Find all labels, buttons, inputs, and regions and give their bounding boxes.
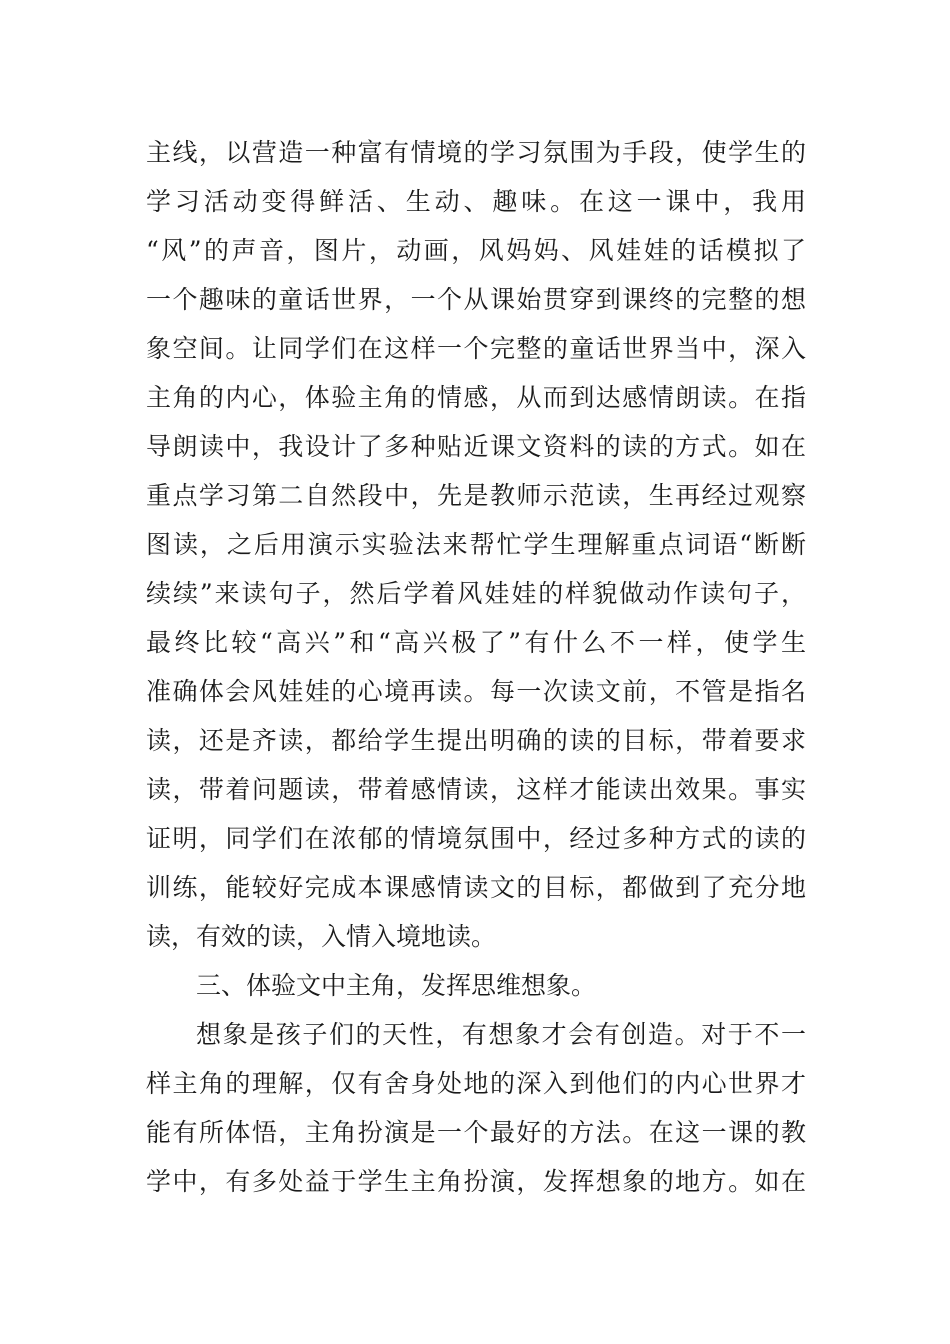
text-line: 图读，之后用演示实验法来帮忙学生理解重点词语“断断 — [146, 530, 806, 559]
text-line: 重点学习第二自然段中，先是教师示范读，生再经过观察 — [146, 481, 806, 510]
text-line: 主角的内心，体验主角的情感，从而到达感情朗读。在指 — [146, 383, 806, 412]
text-line: “风”的声音，图片，动画，风妈妈、风娃娃的话模拟了 — [146, 236, 806, 265]
text-line: 读，有效的读，入情入境地读。 — [146, 922, 497, 951]
text-line: 主线，以营造一种富有情境的学习氛围为手段，使学生的 — [146, 138, 806, 167]
text-line: 想象是孩子们的天性，有想象才会有创造。对于不一 — [196, 1020, 806, 1049]
text-line: 一个趣味的童话世界，一个从课始贯穿到课终的完整的想 — [146, 285, 806, 314]
text-line: 学中，有多处益于学生主角扮演，发挥想象的地方。如在 — [146, 1167, 806, 1196]
text-line: 读，带着问题读，带着感情读，这样才能读出效果。事实 — [146, 775, 806, 804]
text-line: 最终比较“高兴”和“高兴极了”有什么不一样，使学生 — [146, 628, 806, 657]
text-line: 学习活动变得鲜活、生动、趣味。在这一课中，我用 — [146, 187, 806, 216]
body-text — [146, 128, 806, 1206]
text-line: 能有所体悟，主角扮演是一个最好的方法。在这一课的教 — [146, 1118, 806, 1147]
text-line: 训练，能较好完成本课感情读文的目标，都做到了充分地 — [146, 873, 806, 902]
text-line: 导朗读中，我设计了多种贴近课文资料的读的方式。如在 — [146, 432, 806, 461]
text-line: 准确体会风娃娃的心境再读。每一次读文前，不管是指名 — [146, 677, 806, 706]
text-line: 象空间。让同学们在这样一个完整的童话世界当中，深入 — [146, 334, 806, 363]
section-heading: 三、体验文中主角，发挥思维想象。 — [196, 971, 597, 1000]
text-line: 续续”来读句子，然后学着风娃娃的样貌做动作读句子， — [146, 579, 806, 608]
text-line: 样主角的理解，仅有舍身处地的深入到他们的内心世界才 — [146, 1069, 806, 1098]
text-line: 证明，同学们在浓郁的情境氛围中，经过多种方式的读的 — [146, 824, 806, 853]
text-line: 读，还是齐读，都给学生提出明确的读的目标，带着要求 — [146, 726, 806, 755]
